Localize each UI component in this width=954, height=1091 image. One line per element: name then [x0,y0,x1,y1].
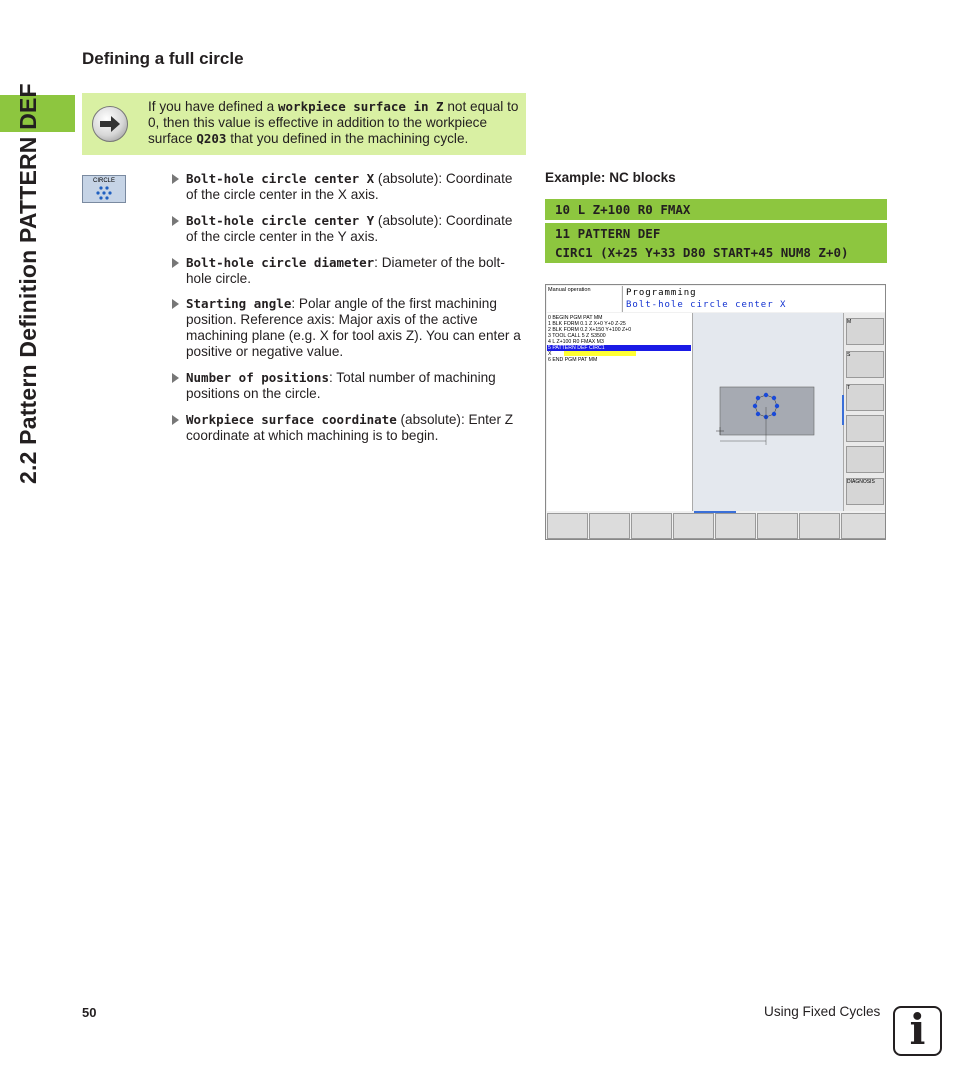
side-key [846,415,884,442]
param-center-y: Bolt-hole circle center Y (absolute): Coordinate of the circle center in the Y axis. [172,213,526,245]
circle-softkey [82,175,126,203]
param-number-positions: Number of positions: Total number of machining positions on the circle. [172,370,526,402]
nc-block-1: 10 L Z+100 R0 FMAX [545,199,887,220]
program-line: 5 PATTERN DEF CIRC1 [548,345,605,351]
page-number: 50 [82,1005,97,1020]
program-line: X [548,351,552,357]
screen-param: Bolt-hole circle center X [626,300,787,310]
softkey [547,513,588,539]
softkey [799,513,840,539]
side-key: S [846,351,884,378]
softkey-row [547,513,886,539]
footer-text: Using Fixed Cycles [764,1004,881,1019]
info-icon [893,1006,942,1056]
example-label: Example: NC blocks [545,170,676,185]
mode-label: Manual operation [547,286,621,312]
input-cursor [564,351,636,356]
softkey [715,513,756,539]
scroll-indicator [842,395,844,425]
program-list [547,313,693,511]
control-screenshot [545,284,886,540]
side-softkeys [843,313,886,511]
section-title: Defining a full circle [82,49,244,68]
side-key [846,446,884,473]
program-line: 6 END PGM PAT MM [548,357,598,363]
program-line: 3 TOOL CALL 5 Z S3500 [548,333,606,339]
softkey-label: CIRCLE [92,178,115,184]
param-diameter: Bolt-hole circle diameter: Diameter of the bolt-hole circle. [172,255,526,287]
nc-block-2: 11 PATTERN DEF CIRC1 (X+25 Y+33 D80 START+45 NUM8 Z+0) [545,223,887,263]
program-line: 1 BLK FORM 0.1 Z X+0 Y+0 Z-25 [548,321,626,327]
program-line: 0 BEGIN PGM PAT MM [548,315,603,321]
side-key: T [846,384,884,411]
diagnosis-key: DIAGNOSIS [846,478,884,505]
circle-pattern-icon [83,176,125,202]
softkey [631,513,672,539]
param-starting-angle: Starting angle: Polar angle of the first machining position. Reference axis: Major axis of the active machining plane (e.g. X for tool axis Z). You can enter a positive or negative value. [172,296,526,360]
param-center-x: Bolt-hole circle center X (absolute): Coordinate of the circle center in the X axis. [172,171,526,203]
side-key: M [846,318,884,345]
program-line: 4 L Z+100 R0 FMAX M3 [548,339,604,345]
note-text: If you have defined a workpiece surface in Z not equal to 0, then this value is effective in addition to the workpiece surface Q203 that you defined in the machining cycle. [148,99,519,146]
program-line: 2 BLK FORM 0.2 X+150 Y+100 Z+0 [548,327,632,333]
softkey [589,513,630,539]
screen-heading: Programming [626,288,697,298]
softkey [673,513,714,539]
graphics-window [693,313,843,511]
softkey [757,513,798,539]
screen-header [622,286,886,312]
softkey [841,513,886,539]
arrow-right-icon [92,106,128,142]
param-workpiece-surface: Workpiece surface coordinate (absolute): Enter Z coordinate at which machining is to begin. [172,412,526,444]
info-glyph: i [909,1005,926,1054]
chapter-title: 2.2 Pattern Definition PATTERN DEF [15,83,41,484]
